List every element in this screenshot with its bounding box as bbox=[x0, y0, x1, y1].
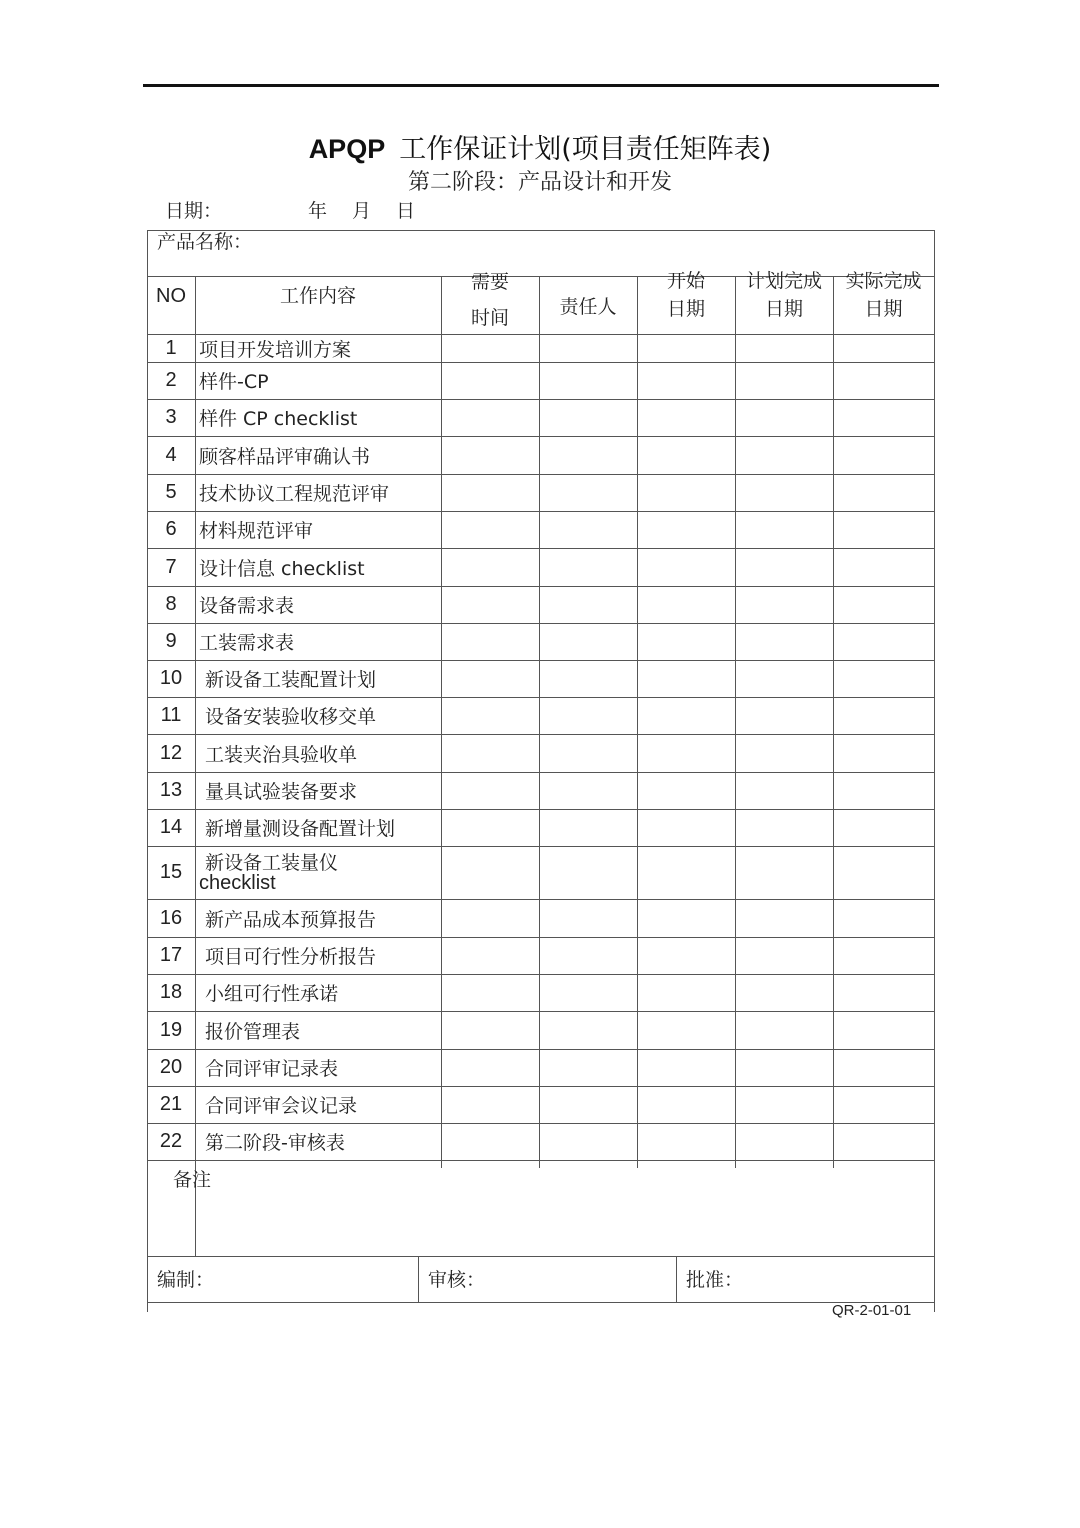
start-date-cell[interactable] bbox=[637, 734, 735, 772]
row-content: 材料规范评审 bbox=[199, 520, 314, 542]
actual-done-cell[interactable] bbox=[833, 362, 934, 399]
actual-done-cell[interactable] bbox=[833, 809, 934, 846]
header-planned-done-l2: 日期 bbox=[764, 298, 803, 320]
row-number: 1 bbox=[165, 336, 177, 359]
actual-done-cell[interactable] bbox=[833, 974, 934, 1011]
remarks-field[interactable] bbox=[196, 1162, 932, 1254]
row-number: 7 bbox=[165, 555, 177, 578]
form-code: QR-2-01-01 bbox=[832, 1302, 912, 1319]
required-time-cell[interactable] bbox=[441, 623, 539, 660]
row-number: 17 bbox=[159, 944, 183, 966]
row-content-line1: 新设备工装量仪 bbox=[205, 851, 339, 874]
approved-by-label: 批准： bbox=[686, 1269, 744, 1291]
header-required-time-l1: 需要 bbox=[470, 271, 509, 293]
top-rule bbox=[143, 84, 939, 87]
planned-done-cell[interactable] bbox=[735, 660, 833, 697]
start-date-cell[interactable] bbox=[637, 334, 735, 362]
owner-cell[interactable] bbox=[539, 362, 637, 399]
start-date-cell[interactable] bbox=[637, 899, 735, 937]
header-required-time-l2: 时间 bbox=[470, 307, 509, 329]
owner-cell[interactable] bbox=[539, 474, 637, 511]
planned-done-cell[interactable] bbox=[735, 548, 833, 586]
row-content: 项目开发培训方案 bbox=[199, 338, 352, 361]
reviewed-by-label: 审核： bbox=[428, 1269, 486, 1291]
start-date-cell[interactable] bbox=[637, 1011, 735, 1049]
row-content: 顾客样品评审确认书 bbox=[199, 445, 371, 468]
planned-done-cell[interactable] bbox=[735, 1011, 833, 1049]
actual-done-cell[interactable] bbox=[833, 734, 934, 772]
required-time-cell[interactable] bbox=[441, 734, 539, 772]
owner-cell[interactable] bbox=[539, 586, 637, 623]
row-number: 14 bbox=[159, 816, 183, 838]
owner-cell[interactable] bbox=[539, 846, 637, 899]
row-number: 21 bbox=[159, 1093, 183, 1115]
owner-cell[interactable] bbox=[539, 1086, 637, 1123]
row-number: 4 bbox=[165, 443, 177, 466]
header-actual-done bbox=[833, 264, 934, 326]
row-content: 工装需求表 bbox=[199, 632, 295, 654]
actual-done-cell[interactable] bbox=[833, 586, 934, 623]
row-number: 9 bbox=[165, 630, 177, 652]
sig-divider bbox=[676, 1256, 677, 1302]
row-content: 设备安装验收移交单 bbox=[205, 706, 377, 728]
required-time-cell[interactable] bbox=[441, 1086, 539, 1123]
row-number: 13 bbox=[159, 779, 183, 801]
date-label: 日期： bbox=[165, 200, 223, 222]
row-number: 10 bbox=[159, 667, 183, 689]
product-name-label: 产品名称： bbox=[157, 231, 253, 253]
row-number: 5 bbox=[165, 481, 177, 503]
row-content: 设备需求表 bbox=[199, 595, 295, 617]
row-content: 项目可行性分析报告 bbox=[205, 946, 377, 968]
owner-cell[interactable] bbox=[539, 974, 637, 1011]
planned-done-cell[interactable] bbox=[735, 436, 833, 474]
planned-done-cell[interactable] bbox=[735, 1049, 833, 1086]
owner-cell[interactable] bbox=[539, 734, 637, 772]
row-number: 22 bbox=[159, 1130, 183, 1152]
row-number: 8 bbox=[165, 593, 177, 615]
required-time-cell[interactable] bbox=[441, 899, 539, 937]
planned-done-cell[interactable] bbox=[735, 334, 833, 362]
header-owner: 责任人 bbox=[559, 296, 617, 318]
owner-cell[interactable] bbox=[539, 899, 637, 937]
owner-cell[interactable] bbox=[539, 436, 637, 474]
owner-cell[interactable] bbox=[539, 1123, 637, 1160]
start-date-cell[interactable] bbox=[637, 974, 735, 1011]
row-number: 2 bbox=[165, 369, 177, 391]
title-cn: 工作保证计划(项目责任矩阵表) bbox=[399, 134, 772, 165]
row-content: 设计信息 checklist bbox=[199, 557, 365, 580]
start-date-cell[interactable] bbox=[637, 623, 735, 660]
planned-done-cell[interactable] bbox=[735, 846, 833, 899]
start-date-cell[interactable] bbox=[637, 436, 735, 474]
planned-done-cell[interactable] bbox=[735, 511, 833, 548]
required-time-cell[interactable] bbox=[441, 511, 539, 548]
row-divider bbox=[147, 1160, 935, 1161]
start-date-cell[interactable] bbox=[637, 846, 735, 899]
remarks-label: 备注 bbox=[173, 1169, 212, 1191]
header-content: 工作内容 bbox=[279, 285, 356, 307]
row-number: 11 bbox=[160, 704, 182, 726]
required-time-cell[interactable] bbox=[441, 772, 539, 809]
owner-cell[interactable] bbox=[539, 399, 637, 436]
start-date-cell[interactable] bbox=[637, 1049, 735, 1086]
date-month: 月 bbox=[352, 200, 372, 222]
planned-done-cell[interactable] bbox=[735, 937, 833, 974]
owner-cell[interactable] bbox=[539, 809, 637, 846]
row-number: 18 bbox=[159, 981, 183, 1003]
actual-done-cell[interactable] bbox=[833, 623, 934, 660]
owner-cell[interactable] bbox=[539, 334, 637, 362]
planned-done-cell[interactable] bbox=[735, 399, 833, 436]
actual-done-cell[interactable] bbox=[833, 1049, 934, 1086]
row-number: 19 bbox=[159, 1018, 183, 1041]
row-content: 工装夹治具验收单 bbox=[205, 743, 358, 766]
required-time-cell[interactable] bbox=[441, 937, 539, 974]
actual-done-cell[interactable] bbox=[833, 474, 934, 511]
owner-cell[interactable] bbox=[539, 697, 637, 734]
start-date-cell[interactable] bbox=[637, 399, 735, 436]
date-day: 日 bbox=[396, 200, 416, 222]
actual-done-cell[interactable] bbox=[833, 772, 934, 809]
actual-done-cell[interactable] bbox=[833, 1086, 934, 1123]
planned-done-cell[interactable] bbox=[735, 586, 833, 623]
actual-done-cell[interactable] bbox=[833, 511, 934, 548]
row-content: 样件 CP checklist bbox=[199, 408, 358, 430]
row-content: 小组可行性承诺 bbox=[205, 983, 339, 1005]
planned-done-cell[interactable] bbox=[735, 1086, 833, 1123]
row-content bbox=[195, 846, 445, 899]
actual-done-cell[interactable] bbox=[833, 697, 934, 734]
required-time-cell[interactable] bbox=[441, 1123, 539, 1160]
owner-cell[interactable] bbox=[539, 1049, 637, 1086]
row-content: 报价管理表 bbox=[205, 1020, 301, 1043]
required-time-cell[interactable] bbox=[441, 474, 539, 511]
planned-done-cell[interactable] bbox=[735, 734, 833, 772]
planned-done-cell[interactable] bbox=[735, 899, 833, 937]
sig-divider bbox=[418, 1256, 419, 1302]
row-number: 3 bbox=[165, 406, 177, 428]
required-time-cell[interactable] bbox=[441, 436, 539, 474]
row-content: 合同评审记录表 bbox=[205, 1058, 339, 1080]
start-date-cell[interactable] bbox=[637, 1123, 735, 1160]
actual-done-cell[interactable] bbox=[833, 548, 934, 586]
row-content: 第二阶段-审核表 bbox=[205, 1132, 345, 1154]
date-year: 年 bbox=[308, 200, 328, 222]
header-actual-done-l2: 日期 bbox=[864, 298, 903, 320]
actual-done-cell[interactable] bbox=[833, 937, 934, 974]
table-top-border bbox=[147, 230, 935, 231]
start-date-cell[interactable] bbox=[637, 1086, 735, 1123]
document-title bbox=[0, 130, 1080, 169]
row-content-line2: checklist bbox=[199, 871, 276, 894]
header-required-time bbox=[441, 264, 539, 336]
prepared-by-field[interactable] bbox=[210, 1258, 416, 1300]
planned-done-cell[interactable] bbox=[735, 974, 833, 1011]
owner-cell[interactable] bbox=[539, 548, 637, 586]
header-start-date bbox=[637, 264, 735, 326]
planned-done-cell[interactable] bbox=[735, 809, 833, 846]
row-content: 技术协议工程规范评审 bbox=[199, 483, 390, 505]
actual-done-cell[interactable] bbox=[833, 1011, 934, 1049]
row-number: 16 bbox=[159, 906, 183, 929]
actual-done-cell[interactable] bbox=[833, 846, 934, 899]
row-content: 新设备工装配置计划 bbox=[205, 669, 377, 691]
owner-cell[interactable] bbox=[539, 772, 637, 809]
owner-cell[interactable] bbox=[539, 623, 637, 660]
row-content: 新增量测设备配置计划 bbox=[205, 818, 396, 840]
required-time-cell[interactable] bbox=[441, 586, 539, 623]
owner-cell[interactable] bbox=[539, 1011, 637, 1049]
header-start-date-l2: 日期 bbox=[666, 298, 705, 320]
required-time-cell[interactable] bbox=[441, 809, 539, 846]
header-no: NO bbox=[156, 284, 186, 307]
actual-done-cell[interactable] bbox=[833, 1123, 934, 1160]
start-date-cell[interactable] bbox=[637, 362, 735, 399]
start-date-cell[interactable] bbox=[637, 809, 735, 846]
row-number: 12 bbox=[159, 741, 183, 764]
required-time-cell[interactable] bbox=[441, 697, 539, 734]
start-date-cell[interactable] bbox=[637, 772, 735, 809]
start-date-cell[interactable] bbox=[637, 548, 735, 586]
header-planned-done-l1: 计划完成 bbox=[745, 270, 822, 292]
owner-cell[interactable] bbox=[539, 937, 637, 974]
title-latin: APQP bbox=[308, 134, 386, 164]
table-right-border bbox=[934, 230, 935, 1312]
owner-cell[interactable] bbox=[539, 660, 637, 697]
row-number: 20 bbox=[159, 1056, 183, 1078]
approved-by-field[interactable] bbox=[740, 1258, 932, 1300]
actual-done-cell[interactable] bbox=[833, 660, 934, 697]
row-number: 15 bbox=[159, 861, 183, 883]
required-time-cell[interactable] bbox=[441, 548, 539, 586]
header-planned-done bbox=[735, 264, 833, 326]
required-time-cell[interactable] bbox=[441, 334, 539, 362]
row-content: 合同评审会议记录 bbox=[205, 1095, 358, 1117]
required-time-cell[interactable] bbox=[441, 362, 539, 399]
reviewed-by-field[interactable] bbox=[482, 1258, 674, 1300]
start-date-cell[interactable] bbox=[637, 937, 735, 974]
start-date-cell[interactable] bbox=[637, 660, 735, 697]
owner-cell[interactable] bbox=[539, 511, 637, 548]
required-time-cell[interactable] bbox=[441, 974, 539, 1011]
required-time-cell[interactable] bbox=[441, 1049, 539, 1086]
required-time-cell[interactable] bbox=[441, 660, 539, 697]
planned-done-cell[interactable] bbox=[735, 474, 833, 511]
start-date-cell[interactable] bbox=[637, 511, 735, 548]
actual-done-cell[interactable] bbox=[833, 899, 934, 937]
start-date-cell[interactable] bbox=[637, 586, 735, 623]
remarks-bottom-border bbox=[147, 1256, 935, 1257]
planned-done-cell[interactable] bbox=[735, 772, 833, 809]
planned-done-cell[interactable] bbox=[735, 362, 833, 399]
planned-done-cell[interactable] bbox=[735, 697, 833, 734]
header-actual-done-l1: 实际完成 bbox=[845, 270, 922, 292]
planned-done-cell[interactable] bbox=[735, 1123, 833, 1160]
required-time-cell[interactable] bbox=[441, 399, 539, 436]
required-time-cell[interactable] bbox=[441, 846, 539, 899]
start-date-cell[interactable] bbox=[637, 474, 735, 511]
required-time-cell[interactable] bbox=[441, 1011, 539, 1049]
planned-done-cell[interactable] bbox=[735, 623, 833, 660]
actual-done-cell[interactable] bbox=[833, 436, 934, 474]
document-subtitle: 第二阶段：产品设计和开发 bbox=[407, 170, 672, 195]
signature-bottom-border bbox=[147, 1302, 935, 1303]
row-number: 6 bbox=[165, 518, 177, 540]
row-content: 新产品成本预算报告 bbox=[205, 908, 377, 931]
row-content: 量具试验装备要求 bbox=[205, 781, 358, 803]
header-start-date-l1: 开始 bbox=[666, 270, 705, 292]
start-date-cell[interactable] bbox=[637, 697, 735, 734]
actual-done-cell[interactable] bbox=[833, 399, 934, 436]
row-content: 样件-CP bbox=[199, 371, 269, 393]
actual-done-cell[interactable] bbox=[833, 334, 934, 362]
prepared-by-label: 编制： bbox=[157, 1269, 215, 1291]
